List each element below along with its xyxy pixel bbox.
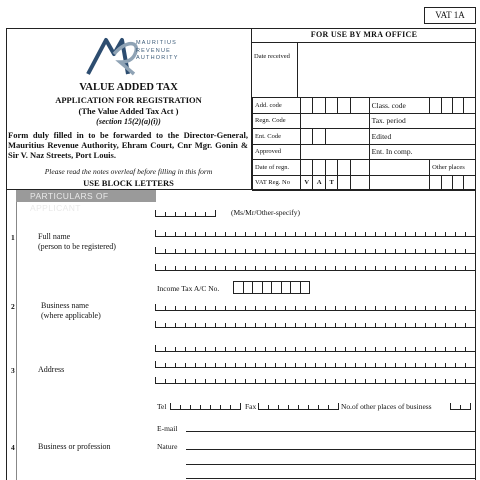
- office-label: Approved: [253, 144, 301, 160]
- office-row: [253, 160, 476, 176]
- section-title: PARTICULARS OF APPLICANT: [16, 190, 156, 202]
- office-cell[interactable]: [325, 129, 369, 145]
- full-name-sublabel: (person to be registered): [38, 242, 116, 251]
- nature-label: Nature: [157, 442, 178, 451]
- item-number: 2: [11, 302, 15, 311]
- office-row: [253, 113, 476, 129]
- business-profession-label: Business or profession: [38, 442, 111, 451]
- office-label: VAT Reg. No: [253, 175, 301, 191]
- office-cell[interactable]: [300, 98, 313, 114]
- notes-instruction: Please read the notes overleaf before filling in this form: [44, 167, 213, 176]
- vat-letter: V: [300, 175, 313, 191]
- logo-wordmark: [136, 40, 179, 63]
- office-row: [253, 144, 476, 160]
- form-subtitle: APPLICATION FOR REGISTRATION: [55, 95, 202, 105]
- address-label: Address: [38, 365, 65, 374]
- office-row: [253, 129, 476, 145]
- logo-word-3: AUTHORITY: [136, 55, 179, 61]
- business-name-sublabel: (where applicable): [41, 311, 101, 320]
- office-row: [253, 175, 476, 191]
- nature-field-line-2[interactable]: [186, 464, 476, 465]
- office-cell[interactable]: [300, 113, 369, 129]
- salutation-label: (Ms/Mr/Other-specify): [231, 208, 300, 217]
- office-cell[interactable]: [338, 160, 351, 176]
- full-name-field-line-2[interactable]: [155, 247, 476, 254]
- item-number: 1: [11, 233, 15, 242]
- full-name-field-line-1[interactable]: [155, 230, 476, 237]
- business-name-label: Business name: [41, 301, 89, 310]
- office-row: [253, 98, 476, 114]
- office-label: Edited: [369, 129, 475, 145]
- office-cell[interactable]: [313, 160, 326, 176]
- office-cell[interactable]: [300, 160, 313, 176]
- nature-field-line-1[interactable]: [186, 449, 476, 450]
- form-code: VAT 1A: [424, 7, 476, 24]
- salutation-field[interactable]: [155, 210, 216, 217]
- section-rule: [16, 190, 17, 480]
- full-name-field-line-3[interactable]: [155, 264, 476, 271]
- office-cell[interactable]: [338, 98, 351, 114]
- fax-label: Fax: [245, 402, 257, 411]
- office-cell[interactable]: [369, 175, 429, 191]
- office-label: Date of regn.: [253, 160, 301, 176]
- full-name-label: Full name: [38, 232, 71, 241]
- office-label: Other places: [430, 160, 476, 176]
- office-cell[interactable]: [300, 129, 313, 145]
- fax-field[interactable]: [258, 403, 339, 410]
- address-field-line-3[interactable]: [155, 377, 476, 384]
- office-cell[interactable]: [453, 98, 464, 114]
- office-cell[interactable]: [300, 144, 369, 160]
- item-number: 3: [11, 366, 15, 375]
- address-field-line-2[interactable]: [155, 361, 476, 368]
- office-cell[interactable]: [441, 175, 452, 191]
- form-title: VALUE ADDED TAX: [79, 82, 178, 93]
- income-tax-label: Income Tax A/C No.: [157, 284, 220, 293]
- office-use-title: FOR USE BY MRA OFFICE: [252, 28, 476, 43]
- vat-letter: A: [313, 175, 326, 191]
- section-reference: (section 15(2)(a)(i)): [96, 117, 161, 126]
- submission-instructions: Form duly filled in to be forwarded to the Director-General, Mauritius Revenue Authority, Ehram Court, Cnr Mgr. Gonin & Sir V. Naz Streets, Port Louis.: [8, 130, 248, 160]
- office-cell[interactable]: [430, 175, 441, 191]
- act-reference: (The Value Added Tax Act ): [78, 106, 179, 116]
- office-cell[interactable]: [350, 160, 369, 176]
- business-name-field-line-2[interactable]: [155, 321, 476, 328]
- income-tax-field[interactable]: [233, 281, 309, 294]
- office-cell[interactable]: [464, 98, 476, 114]
- tel-field[interactable]: [170, 403, 241, 410]
- office-grid: [252, 97, 476, 191]
- office-label: Tax. period: [369, 113, 475, 129]
- vat-letter: T: [325, 175, 338, 191]
- office-cell[interactable]: [464, 175, 476, 191]
- logo-word-1: MAURITIUS: [136, 40, 178, 46]
- other-places-label: No.of other places of business: [341, 402, 432, 411]
- office-label: Add. code: [253, 98, 301, 114]
- logo-word-2: REVENUE: [136, 47, 171, 54]
- nature-field-line-3[interactable]: [186, 478, 476, 479]
- office-cell[interactable]: [313, 129, 326, 145]
- office-cell[interactable]: [325, 98, 338, 114]
- item-number: 4: [11, 443, 15, 452]
- email-label: E-mail: [157, 424, 178, 433]
- office-cell[interactable]: [313, 98, 326, 114]
- block-letters-instruction: USE BLOCK LETTERS: [83, 178, 174, 188]
- other-places-field[interactable]: [450, 403, 471, 410]
- office-cell[interactable]: [350, 175, 369, 191]
- office-cell[interactable]: [325, 160, 338, 176]
- email-field[interactable]: [186, 431, 476, 432]
- address-field-line-1[interactable]: [155, 345, 476, 352]
- office-cell[interactable]: [350, 98, 369, 114]
- office-label: Regn. Code: [253, 113, 301, 129]
- office-label: Class. code: [369, 98, 429, 114]
- date-received-label: Date received: [252, 43, 298, 98]
- office-cell[interactable]: [338, 175, 351, 191]
- office-cell[interactable]: [430, 98, 441, 114]
- office-cell[interactable]: [441, 98, 452, 114]
- business-name-field-line-1[interactable]: [155, 304, 476, 311]
- office-label: Ent. In comp.: [369, 144, 475, 160]
- date-received-field[interactable]: [298, 43, 476, 98]
- office-cell[interactable]: [369, 160, 429, 176]
- office-cell[interactable]: [453, 175, 464, 191]
- tel-label: Tel: [157, 402, 167, 411]
- office-label: Ent. Code: [253, 129, 301, 145]
